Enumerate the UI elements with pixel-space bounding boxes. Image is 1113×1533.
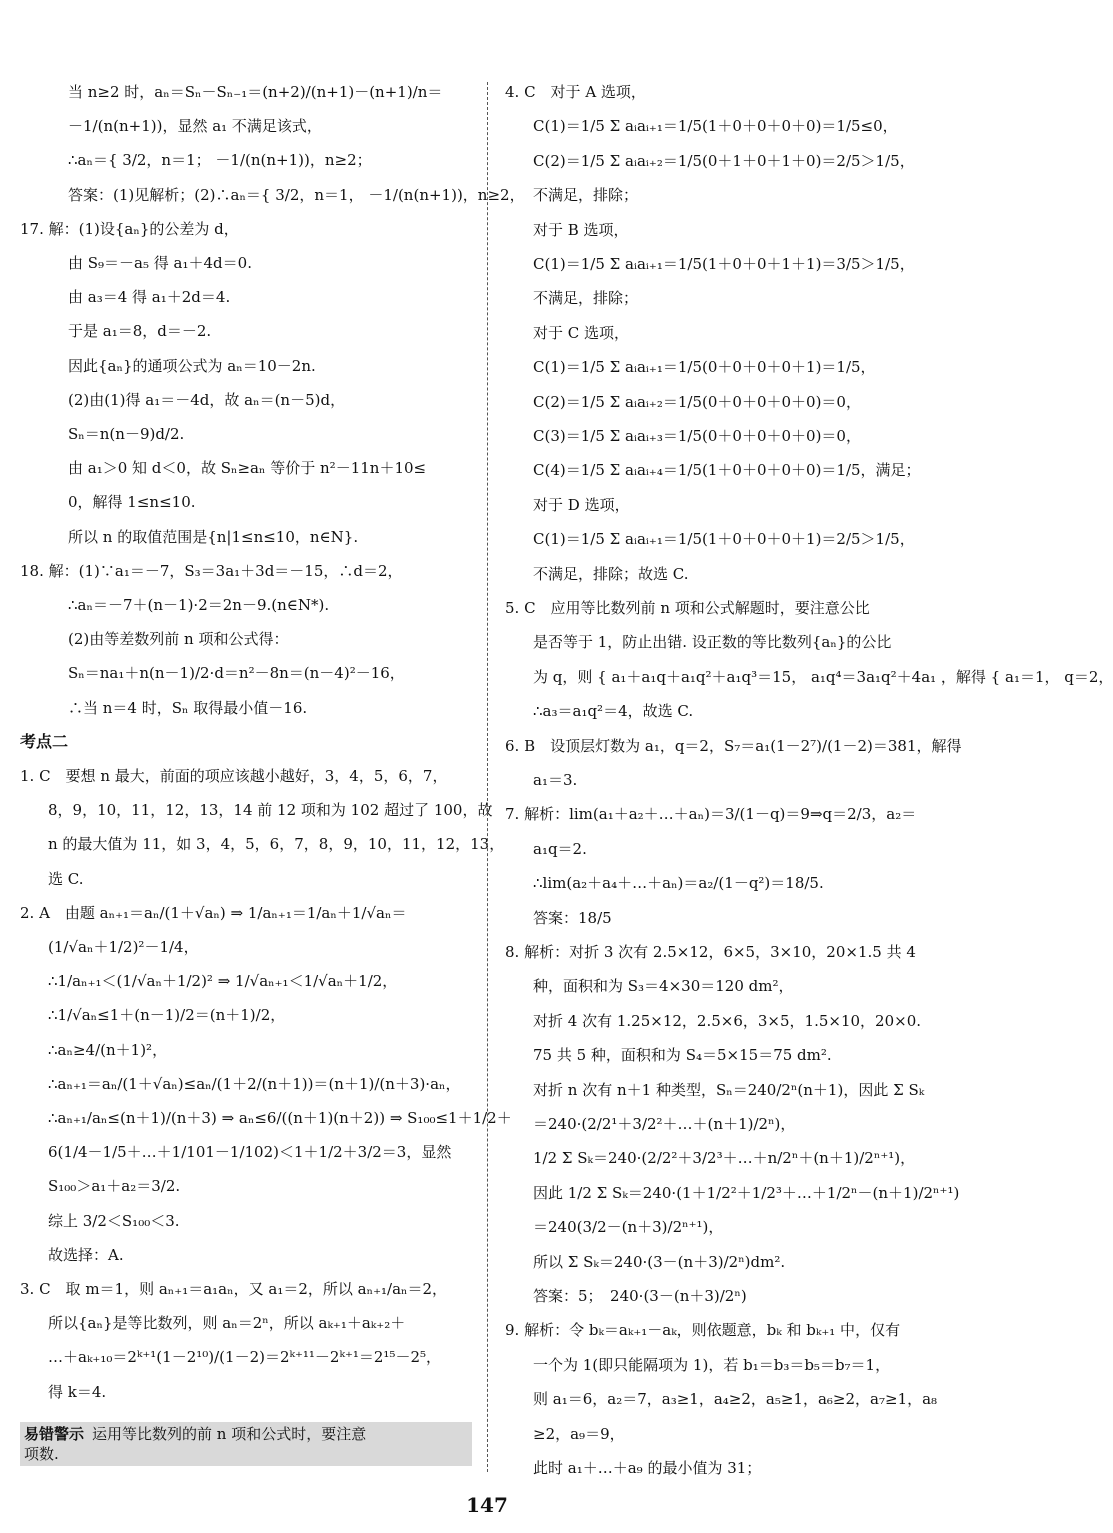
text-line: (1/√aₙ＋1/2)²－1/4， (48, 938, 199, 956)
text-line: 7. 解析：lim(a₁＋a₂＋…＋aₙ)＝3/(1－q)＝9⇒q＝2/3，a₂＝ (505, 805, 917, 824)
text-line: 不满足，排除；故选 C. (533, 564, 689, 583)
text-line: 由 S₉＝－a₅ 得 a₁＋4d＝0. (68, 254, 252, 272)
text-line: ≥2，a₉＝9， (533, 1424, 625, 1443)
text-line: 答案：18/5 (533, 908, 612, 927)
text-line: C(2)＝1/5 Σ aᵢaᵢ₊₂＝1/5(0＋0＋0＋0＋0)＝0， (533, 392, 861, 411)
text-line: C(1)＝1/5 Σ aᵢaᵢ₊₁＝1/5(0＋0＋0＋0＋1)＝1/5， (533, 358, 876, 377)
text-line: ∴1/√aₙ≤1＋(n－1)/2＝(n＋1)/2， (48, 1006, 286, 1025)
text-line: 是否等于 1，防止出错. 设正数的等比数列{aₙ}的公比 (533, 633, 892, 652)
text-line: S₁₀₀＞a₁＋a₂＝3/2. (48, 1177, 181, 1196)
text-line: 因此{aₙ}的通项公式为 aₙ＝10－2n. (68, 356, 316, 375)
text-line: 0，解得 1≤n≤10. (68, 493, 196, 512)
text-line: ∴aₙ＝{ 3/2，n＝1； －1/(n(n+1))，n≥2； (68, 151, 372, 170)
text-line: C(4)＝1/5 Σ aᵢaᵢ₊₄＝1/5(1＋0＋0＋0＋0)＝1/5，满足； (533, 461, 921, 480)
text-line: 得 k＝4. (48, 1382, 107, 1401)
text-line: 不满足，排除； (533, 289, 639, 308)
text-line: ∴aₙ₊₁＝aₙ/(1＋√aₙ)≤aₙ/(1＋2/(n＋1))＝(n＋1)/(n＋3)·aₙ， (48, 1074, 461, 1093)
warning-note (20, 1422, 472, 1466)
text-line: 9. 解析：令 bₖ＝aₖ₊₁－aₖ，则依题意，bₖ 和 bₖ₊₁ 中，仅有 (505, 1321, 901, 1340)
column-divider (487, 82, 488, 1472)
text-line: 17. 解：(1)设{aₙ}的公差为 d， (20, 219, 239, 238)
text-line: ∴1/aₙ₊₁＜(1/√aₙ＋1/2)² ⇒ 1/√aₙ₊₁＜1/√aₙ＋1/2， (48, 972, 398, 991)
text-line: 选 C. (48, 869, 84, 888)
text-line: 因此 1/2 Σ Sₖ＝240·(1＋1/2²＋1/2³＋…＋1/2ⁿ－(n＋1)/2ⁿ⁺¹) (533, 1183, 960, 1202)
text-line: 由 a₁＞0 知 d＜0，故 Sₙ≥aₙ 等价于 n²－11n＋10≤ (68, 459, 427, 478)
text-line: 对折 n 次有 n＋1 种类型，Sₙ＝240/2ⁿ(n＋1)，因此 Σ Sₖ (533, 1080, 925, 1099)
text-line: ∴a₃＝a₁q²＝4，故选 C. (533, 702, 694, 721)
text-line: C(3)＝1/5 Σ aᵢaᵢ₊₃＝1/5(0＋0＋0＋0＋0)＝0， (533, 427, 861, 445)
text-line: 综上 3/2＜S₁₀₀＜3. (48, 1211, 180, 1230)
text-line: 于是 a₁＝8，d＝－2. (68, 322, 212, 341)
text-line: ∴aₙ≥4/(n＋1)²， (48, 1040, 168, 1059)
text-line: (2)由等差数列前 n 项和公式得： (68, 630, 289, 649)
text-line: (2)由(1)得 a₁＝－4d，故 aₙ＝(n－5)d， (68, 390, 346, 409)
text-line: ∴lim(a₂＋a₄＋…＋aₙ)＝a₂/(1－q²)＝18/5. (533, 874, 824, 893)
text-line: ＝240(3/2－(n＋3)/2ⁿ⁺¹)， (533, 1218, 724, 1237)
text-line: 故选择：A. (48, 1245, 124, 1264)
text-line: 5. C 应用等比数列前 n 项和公式解题时，要注意公比 (505, 599, 870, 617)
text-line: C(1)＝1/5 Σ aᵢaᵢ₊₁＝1/5(1＋0＋0＋1＋1)＝3/5＞1/5， (533, 255, 915, 273)
section-heading: 考点二 (20, 731, 69, 751)
warning-note-text: 运用等比数列的前 n 项和公式时，要注意 (92, 1424, 367, 1443)
text-line: 此时 a₁＋…＋a₉ 的最小值为 31； (533, 1459, 762, 1477)
text-line: 不满足，排除； (533, 186, 639, 205)
text-line: 对于 B 选项， (533, 220, 629, 239)
warning-note-text: 项数. (24, 1444, 59, 1463)
text-line: 一个为 1(即只能隔项为 1)，若 b₁＝b₃＝b₅＝b₇＝1， (533, 1355, 891, 1374)
text-line: 4. C 对于 A 选项， (505, 83, 646, 101)
text-line: n 的最大值为 11，如 3，4，5，6，7，8，9，10，11，12，13， (48, 835, 505, 854)
text-line: 所以{aₙ}是等比数列，则 aₙ＝2ⁿ，所以 aₖ₊₁＋aₖ₊₂＋ (48, 1314, 406, 1333)
text-line: 8. 解析：对折 3 次有 2.5×12，6×5，3×10，20×1.5 共 4 (505, 943, 916, 961)
text-line: 则 a₁＝6，a₂＝7，a₃≥1，a₄≥2，a₅≥1，a₆≥2，a₇≥1，a₈ (533, 1390, 938, 1409)
text-line: 由 a₃＝4 得 a₁＋2d＝4. (68, 288, 231, 307)
text-line: 75 共 5 种，面积和为 S₄＝5×15＝75 dm². (533, 1046, 832, 1065)
text-line: a₁q＝2. (533, 839, 587, 858)
text-line: 8，9，10，11，12，13，14 前 12 项和为 102 超过了 100，故 (48, 801, 493, 820)
text-line: 1. C 要想 n 最大，前面的项应该越小越好，3，4，5，6，7， (20, 767, 448, 785)
text-line: …＋aₖ₊₁₀＝2ᵏ⁺¹(1－2¹⁰)/(1－2)＝2ᵏ⁺¹¹－2ᵏ⁺¹＝2¹⁵－2⁵， (48, 1348, 441, 1367)
text-line: Sₙ＝na₁＋n(n－1)/2·d＝n²－8n＝(n－4)²－16， (68, 664, 405, 683)
text-line: ∴aₙ＝－7＋(n－1)·2＝2n－9.(n∈N*). (68, 596, 330, 614)
text-line: 种，面积和为 S₃＝4×30＝120 dm²， (533, 977, 794, 996)
text-line: 6(1/4－1/5＋…＋1/101－1/102)＜1＋1/2＋3/2＝3，显然 (48, 1143, 452, 1162)
text-line: Sₙ＝n(n－9)d/2. (68, 425, 185, 443)
text-line: 6. B 设顶层灯数为 a₁，q＝2，S₇＝a₁(1－2⁷)/(1－2)＝381，解得 (505, 736, 962, 755)
warning-note-tag: 易错警示 (24, 1424, 85, 1443)
text-line: ∴当 n＝4 时，Sₙ 取得最小值－16. (68, 698, 308, 717)
text-line: 对于 D 选项， (533, 495, 630, 514)
text-line: 3. C 取 m＝1，则 aₙ₊₁＝a₁aₙ，又 a₁＝2，所以 aₙ₊₁/aₙ＝2， (20, 1280, 448, 1298)
text-line: C(2)＝1/5 Σ aᵢaᵢ₊₂＝1/5(0＋1＋0＋1＋0)＝2/5＞1/5， (533, 151, 915, 170)
text-line: 答案：5； 240·(3－(n＋3)/2ⁿ) (533, 1287, 747, 1305)
text-line: C(1)＝1/5 Σ aᵢaᵢ₊₁＝1/5(1＋0＋0＋0＋1)＝2/5＞1/5， (533, 530, 915, 549)
text-line: a₁＝3. (533, 771, 578, 789)
text-line: 当 n≥2 时，aₙ＝Sₙ－Sₙ₋₁＝(n+2)/(n+1)－(n+1)/n＝ (68, 83, 443, 101)
text-line: 对于 C 选项， (533, 323, 630, 342)
text-line: 对折 4 次有 1.25×12，2.5×6，3×5，1.5×10，20×0. (533, 1011, 922, 1030)
text-line: 所以 n 的取值范围是{n|1≤n≤10，n∈N}. (68, 527, 359, 546)
page-number: 147 (466, 1493, 508, 1517)
text-line: ＝240·(2/2¹＋3/2²＋…＋(n＋1)/2ⁿ)， (533, 1115, 796, 1133)
text-line: 2. A 由题 aₙ₊₁＝aₙ/(1＋√aₙ) ⇒ 1/aₙ₊₁＝1/aₙ＋1/√aₙ＝ (20, 903, 407, 922)
text-line: 答案：(1)见解析；(2)∴aₙ＝{ 3/2，n＝1， －1/(n(n+1))，n≥2， (68, 185, 525, 204)
text-line: 1/2 Σ Sₖ＝240·(2/2²＋3/2³＋…＋n/2ⁿ＋(n＋1)/2ⁿ⁺¹)， (533, 1149, 916, 1168)
text-line: 18. 解：(1)∵a₁＝－7，S₃＝3a₁＋3d＝－15，∴d＝2， (20, 561, 403, 580)
text-line: 为 q，则 { a₁＋a₁q＋a₁q²＋a₁q³＝15， a₁q⁴＝3a₁q²＋4a₁ ，解得 { a₁＝1， q＝2， (533, 667, 1113, 686)
text-line: －1/(n(n+1))，显然 a₁ 不满足该式， (68, 117, 322, 136)
text-line: C(1)＝1/5 Σ aᵢaᵢ₊₁＝1/5(1＋0＋0＋0＋0)＝1/5≤0， (533, 117, 898, 136)
text-line: ∴aₙ₊₁/aₙ≤(n＋1)/(n＋3) ⇒ aₙ≤6/((n＋1)(n＋2)) ⇒ S₁₀₀≤1＋1/2＋ (48, 1109, 512, 1127)
text-line: 所以 Σ Sₖ＝240·(3－(n＋3)/2ⁿ)dm². (533, 1252, 786, 1271)
